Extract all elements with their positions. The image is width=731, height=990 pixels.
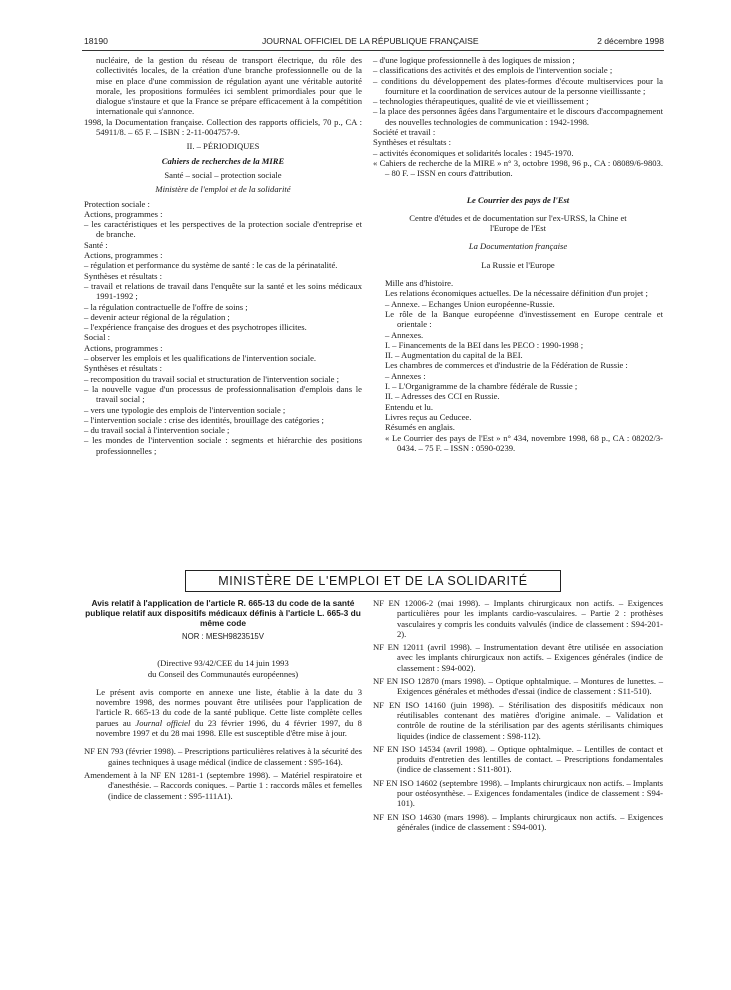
docfr-line: La Documentation française — [468, 241, 568, 252]
sante-line: Santé – social – protection sociale — [164, 169, 282, 180]
avis-right-column — [373, 598, 663, 835]
norm-entry: NF EN ISO 14160 (juin 1998). – Stérilisation des dispositifs médicaux non réutilisables contenant des matières d'origine animale. – Validation et contrôle de routine de la stérilisation par des agents stérilisants chimiques liquides (indice de classement : S98-112). — [373, 699, 663, 741]
list-item: Santé : — [84, 239, 108, 250]
list-item: Synthèses et résultats : — [84, 270, 163, 281]
list-item: – l'intervention sociale : crise des identités, brouillage des catégories ; — [84, 414, 324, 425]
list-item: – d'une logique professionnelle à des logiques de mission ; — [373, 55, 575, 65]
list-item: – vers une typologie des emplois de l'intervention sociale ; — [84, 404, 286, 415]
norm-list-right — [373, 598, 663, 832]
mire-contents — [84, 199, 362, 456]
list-item: Société et travail : — [373, 127, 436, 138]
list-item: – devenir acteur régional de la régulation ; — [84, 311, 230, 322]
norm-entry: NF EN ISO 14602 (septembre 1998). – Implants chirurgicaux non actifs. – Implants pour ostéosynthèse. – Exigences fondamentales (indice de classement : S94-101). — [373, 777, 663, 809]
list-item: – les mondes de l'intervention sociale : segments et hiérarchie des positions professionnelles ; — [84, 435, 362, 456]
list-item: Les relations économiques actuelles. De la nécessaire définition d'un projet ; — [385, 288, 648, 299]
list-item: Résumés en anglais. — [385, 422, 455, 433]
list-item: II. – Augmentation du capital de la BEI. — [385, 350, 523, 361]
list-item: I. – Financements de la BEI dans les PECO : 1990-1998 ; — [385, 339, 584, 350]
avis-left-column — [84, 598, 362, 804]
norm-entry: NF EN 12006-2 (mai 1998). – Implants chirurgicaux non actifs. – Exigences particulières pour les implants cardio-vasculaires. – Partie 2 : prothèses vasculaires y compris les conduits valvulés (indice de classement : S94-201-2). — [373, 598, 663, 639]
list-item: II. – Adresses des CCI en Russie. — [385, 391, 500, 402]
russie-line: La Russie et l'Europe — [481, 259, 555, 270]
list-item: – la nouvelle vague d'un processus de professionnalisation d'emplois dans le travail social ; — [84, 383, 362, 405]
ministry-banner: MINISTÈRE DE L'EMPLOI ET DE LA SOLIDARITÉ — [185, 570, 561, 592]
norm-entry: NF EN 793 (février 1998). – Prescriptions particulières relatives à la sécurité des gaines techniques à usage médical (indice de classement : S95-164). — [84, 746, 363, 767]
list-item: Synthèses et résultats : — [84, 363, 163, 374]
list-item: Actions, programmes : — [84, 342, 163, 353]
norm-entry: NF EN ISO 14630 (mars 1998). – Implants chirurgicaux non actifs. – Exigences générales (indice de classement : S94-001). — [373, 811, 663, 832]
list-item: Le rôle de la Banque européenne d'investissement en Europe centrale et orientale : — [385, 308, 663, 330]
report-reference: 1998, la Documentation française. Collection des rapports officiels, 70 p., CA : 54911/8. – 65 F. – ISBN : 2-11-004757-9. — [84, 116, 362, 138]
ministere-line: Ministère de l'emploi et de la solidarité — [155, 184, 291, 195]
list-item: – travail et relations de travail dans l'enquête sur la santé et les soins médicaux 1991-1992 ; — [84, 280, 362, 302]
issue-date: 2 décembre 1998 — [597, 36, 664, 46]
norm-entry: NF EN ISO 12870 (mars 1998). – Optique ophtalmique. – Montures de lunettes. – Exigences générales et méthodes d'essai (indice de classement : S11-510). — [373, 676, 663, 697]
list-item: Social : — [84, 332, 111, 343]
avis-paragraph: Le présent avis comporte en annexe une liste, établie à la date du 3 novembre 1998, des normes pouvant être utilisées pour l'application de l'article R. 665-13 du code de la santé publique. Cette liste complète celles parues au Journal officiel du 23 février 1996, du 4 février 1997, du 8 novembre 1997 et du 28 mai 1998. Elle est susceptible d'être mise à jour. — [96, 686, 362, 739]
list-item: Entendu et lu. — [385, 401, 433, 412]
journal-title: JOURNAL OFFICIEL DE LA RÉPUBLIQUE FRANÇAISE — [262, 36, 479, 46]
list-item: – conditions du développement des plates-formes d'écoute multiservices pour la fourniture et la coordination de services autour de la personne vieillissante ; — [373, 75, 663, 96]
list-item: Les chambres de commerces et d'industrie de la Fédération de Russie : — [385, 360, 628, 371]
page-number: 18190 — [84, 36, 108, 46]
list-item: – technologies thérapeutiques, qualité de vie et vieillissement ; — [373, 96, 589, 107]
list-item: – Annexes. — [385, 329, 424, 340]
list-item: – observer les emplois et les qualifications de l'intervention sociale. — [84, 353, 317, 364]
list-item: Actions, programmes : — [84, 250, 163, 261]
avis-title: Avis relatif à l'application de l'article R. 665-13 du code de la santé publique relatif aux dispositifs médicaux définis à l'article L. 665-3 du même code — [85, 598, 361, 628]
list-item: I. – L'Organigramme de la chambre fédérale de Russie ; — [385, 381, 578, 392]
norm-list-left — [84, 746, 362, 800]
intro-paragraph: nucléaire, de la gestion du réseau de transport électrique, du rôle des collectivités locales, de la création d'une branche professionnelle ou de la mise en place d'une commission de régulation ayant une véritable autorité morale, les propositions formulées ici semblent primordiales pour que le dialogue s'instaure et que la France se prépare efficacement à la compétition internationale qui s'annonce. — [96, 55, 362, 117]
list-item: – la régulation contractuelle de l'offre de soins ; — [84, 301, 248, 312]
list-item: – régulation et performance du système de santé : le cas de la périnatalité. — [84, 260, 338, 271]
list-item: – Annexe. – Echanges Union européenne-Russie. — [385, 298, 555, 309]
directive-line-2: du Conseil des Communautés européennes) — [147, 668, 299, 679]
norm-entry: NF EN ISO 14534 (avril 1998). – Optique ophtalmique. – Lentilles de contact et produits d'entretien des lentilles de contact. – Prescriptions fondamentales (indice de classement : S11-801). — [373, 743, 663, 775]
list-item: – classifications des activités et des emplois de l'intervention sociale ; — [373, 65, 613, 76]
header-rule — [82, 50, 664, 51]
list-item: « Cahiers de recherche de la MIRE » n° 3, octobre 1998, 96 p., CA : 08089/6-9803. – 80 F. – ISSN en cours d'attribution. — [373, 157, 663, 179]
cahiers-title: Cahiers de recherches de la MIRE — [161, 155, 285, 166]
list-item: Mille ans d'histoire. — [385, 278, 454, 289]
norm-entry: NF EN 12011 (avril 1998). – Instrumentation devant être utilisée en association avec les implants chirurgicaux non actifs. – Exigences générales (indice de classement : S94-002). — [373, 642, 663, 673]
nor-reference: NOR : MESH9823515V — [182, 632, 264, 641]
list-item: Synthèses et résultats : — [373, 137, 452, 148]
list-item: Livres reçus au Ceducee. — [385, 411, 472, 422]
centre-line: Centre d'études et de documentation sur l'ex-URSS, la Chine et l'Europe de l'Est — [409, 212, 627, 234]
list-item: « Le Courrier des pays de l'Est » n° 434, novembre 1998, 68 p., CA : 08202/3-0434. – 75 F. – ISSN : 0590-0239. — [385, 432, 663, 453]
section-heading: II. – PÉRIODIQUES — [186, 141, 260, 152]
list-item: – Annexes : — [385, 370, 426, 381]
directive-line-1: (Directive 93/42/CEE du 14 juin 1993 — [157, 658, 289, 669]
right-column — [373, 55, 663, 453]
courrier-contents — [373, 278, 663, 453]
courrier-title: Le Courrier des pays de l'Est — [466, 194, 570, 205]
left-column — [84, 55, 362, 456]
list-item: – la place des personnes âgées dans l'argumentaire et le discours d'accompagnement des nouvelles technologies de communication : 1942-1998. — [373, 106, 663, 127]
norm-entry: Amendement à la NF EN 1281-1 (septembre 1998). – Matériel respiratoire et d'anesthésie. – Raccords coniques. – Partie 1 : raccords mâles et femelles (indice de classement : S95-111A1). — [84, 769, 362, 801]
list-item: – activités économiques et solidarités locales : 1945-1970. — [373, 147, 574, 158]
list-item: – recomposition du travail social et structuration de l'intervention sociale ; — [84, 373, 339, 384]
list-item: – du travail social à l'intervention sociale ; — [84, 425, 230, 436]
list-item: Actions, programmes : — [84, 208, 163, 219]
list-item: – l'expérience française des drogues et des psychotropes illicites. — [84, 322, 307, 333]
page-header — [84, 36, 664, 48]
list-item: Protection sociale : — [84, 198, 150, 209]
mire-contents-continued — [373, 55, 663, 179]
list-item: – les caractéristiques et les perspectives de la protection sociale d'entreprise et de branche. — [84, 219, 362, 240]
